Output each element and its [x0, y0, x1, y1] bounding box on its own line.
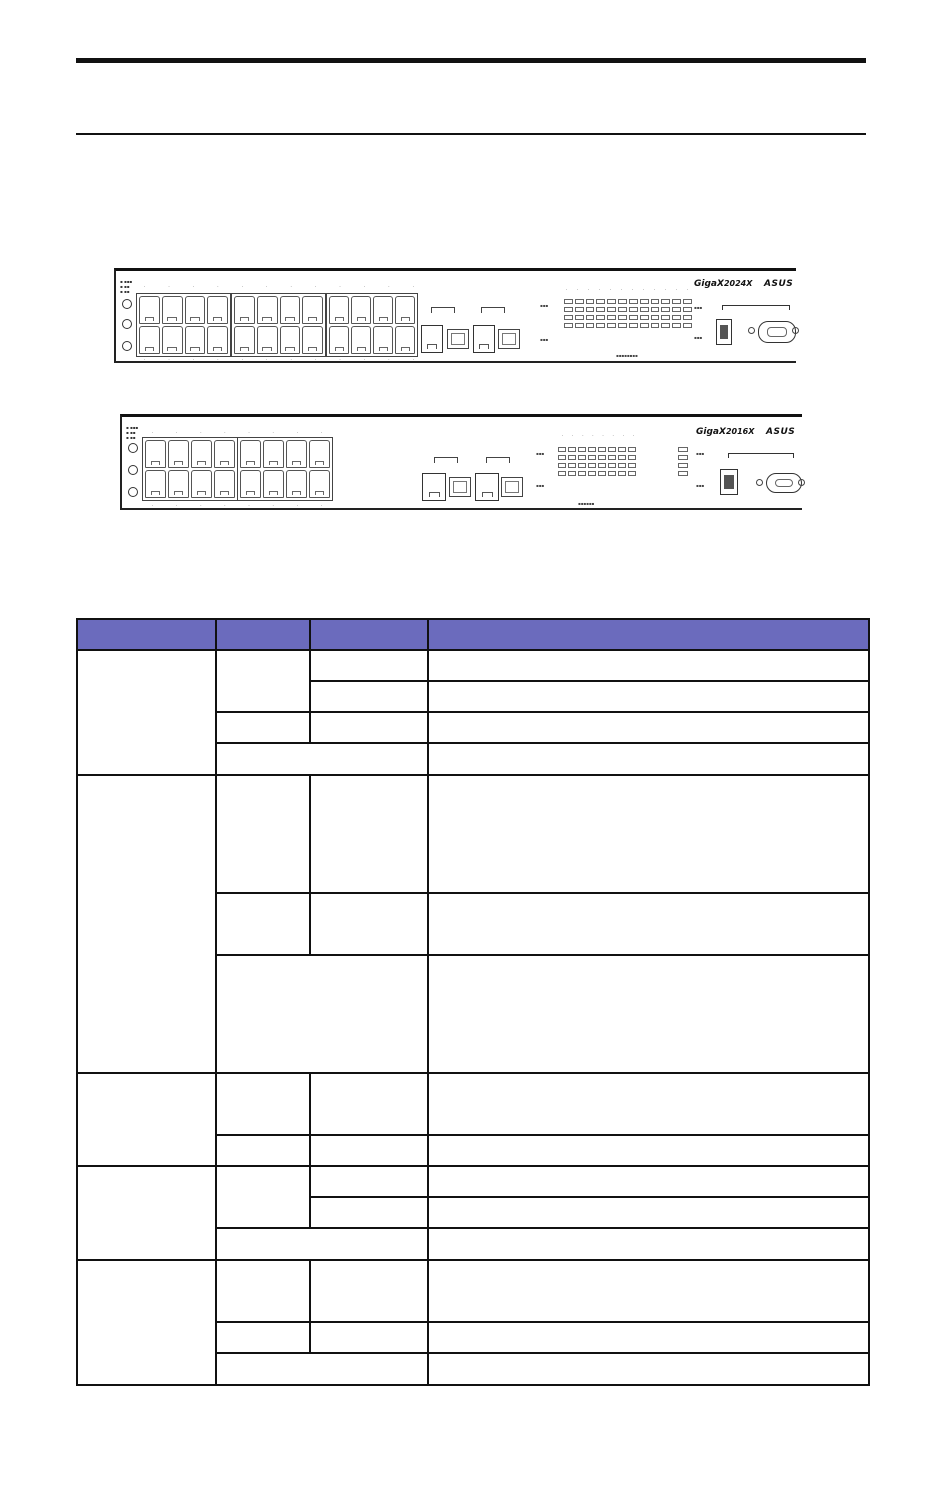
table-cell: [77, 650, 216, 775]
rj45-port-icon: [168, 440, 189, 468]
rj45-port-icon: [263, 470, 284, 498]
table-cell: [310, 1073, 428, 1135]
port-group-3: [326, 293, 418, 357]
section-rule: [76, 133, 866, 135]
port-number-row-bottom: · · · · · · · ·: [152, 503, 322, 508]
speed-caption: ▪▪▪▪▪▪: [578, 501, 595, 506]
table-cell: [428, 1197, 869, 1228]
front-panel-16-port: [120, 414, 802, 510]
port-led-matrix: [558, 447, 636, 477]
table-cell: [216, 650, 310, 712]
port-group-1: [142, 437, 238, 501]
rj45-port-icon: [162, 296, 183, 324]
port-number-row-top: · · · · · · · · · · · ·: [144, 284, 414, 289]
port-group-2: [231, 293, 326, 357]
port-led-matrix: [564, 299, 692, 329]
table-cell: [216, 712, 310, 743]
system-led-icon: [128, 465, 138, 475]
table-cell: [310, 650, 428, 681]
rj45-port-icon: [309, 470, 330, 498]
rj45-port-icon: [214, 470, 235, 498]
speed-label-right: ▪▪▪: [694, 335, 703, 340]
rj45-port-icon: [395, 326, 415, 354]
port-group-2: [237, 437, 333, 501]
sfp-slot-icon: [449, 477, 471, 497]
rs232-console-port-icon: [758, 321, 796, 343]
product-brand: GigaX2024X: [694, 279, 753, 289]
usb-console-port-icon: [720, 469, 738, 495]
sfp-slot-icon: [447, 329, 469, 349]
rj45-port-icon: [139, 326, 160, 354]
rj45-port-icon: [234, 326, 255, 354]
status-side-label: ▪▪▪: [536, 451, 545, 456]
rj45-port-icon: [302, 326, 323, 354]
table-cell: [216, 775, 310, 893]
usb-console-port-icon: [716, 319, 732, 345]
uplink-bracket-1: [434, 457, 458, 463]
table-cell: [216, 743, 428, 775]
system-led-labels: ▪ ▪▪▪ ▪ ▪▪ ▪ ▪▪: [120, 279, 133, 294]
duplex-side-label: ▪▪▪: [540, 337, 549, 342]
led-number-row: · · · · · · · ·: [562, 433, 634, 438]
rj45-port-icon: [309, 440, 330, 468]
rj45-port-icon: [214, 440, 235, 468]
uplink-led-column: [678, 447, 688, 477]
table-cell: [77, 775, 216, 1073]
fan-led-icon: [128, 487, 138, 497]
rj45-port-icon: [257, 326, 278, 354]
table-cell: [428, 743, 869, 775]
uplink-rj45-icon: [421, 325, 443, 353]
uplink-rj45-icon: [422, 473, 446, 501]
table-cell: [310, 1166, 428, 1197]
uplink-bracket-1: [431, 307, 455, 313]
table-cell: [216, 1353, 428, 1385]
sfp-slot-icon: [501, 477, 523, 497]
table-row: [77, 1166, 869, 1197]
table-cell: [428, 1260, 869, 1322]
rj45-port-icon: [351, 326, 371, 354]
table-cell: [216, 1135, 310, 1166]
rj45-port-icon: [280, 296, 301, 324]
rj45-port-icon: [329, 296, 349, 324]
table-cell: [216, 1166, 310, 1228]
table-cell: [310, 1260, 428, 1322]
table-cell: [428, 1322, 869, 1353]
rj45-port-icon: [207, 326, 228, 354]
rj45-port-icon: [162, 326, 183, 354]
table-cell: [428, 681, 869, 712]
table-cell: [310, 775, 428, 893]
status-side-label: ▪▪▪: [540, 303, 549, 308]
table-cell: [216, 1073, 310, 1135]
column-header: [310, 619, 428, 650]
console-bracket: [722, 305, 790, 310]
table-cell: [428, 893, 869, 955]
table-cell: [216, 1228, 428, 1260]
port-number-row-bottom: · · · · · · · · · · · ·: [144, 357, 414, 362]
vendor-logo: ASUS: [764, 279, 794, 289]
console-bracket: [728, 453, 794, 458]
status-label-right: ▪▪▪: [694, 305, 703, 310]
header-rule: [76, 58, 866, 63]
rj45-port-icon: [234, 296, 255, 324]
rj45-port-icon: [286, 440, 307, 468]
table-cell: [216, 955, 428, 1073]
rj45-port-icon: [351, 296, 371, 324]
rj45-port-icon: [286, 470, 307, 498]
rj45-port-icon: [168, 470, 189, 498]
table-cell: [428, 775, 869, 893]
uplink-bracket-2: [481, 307, 505, 313]
table-cell: [216, 893, 310, 955]
table-cell: [77, 1073, 216, 1166]
system-led-labels: ▪ ▪▪▪ ▪ ▪▪ ▪ ▪▪: [126, 425, 139, 440]
rj45-port-icon: [240, 470, 261, 498]
front-panel-24-port: [114, 268, 796, 363]
screw-icon: [792, 327, 799, 334]
rj45-port-icon: [329, 326, 349, 354]
table-row: [77, 775, 869, 893]
table-cell: [428, 1073, 869, 1135]
speed-caption: ▪▪▪▪▪▪▪▪: [616, 353, 638, 358]
table-row: [77, 1260, 869, 1322]
rj45-port-icon: [145, 470, 166, 498]
power-led-icon: [128, 443, 138, 453]
vendor-logo: ASUS: [766, 427, 796, 437]
table-row: [77, 650, 869, 681]
system-led-icon: [122, 319, 132, 329]
table-cell: [428, 955, 869, 1073]
table-cell: [310, 681, 428, 712]
uplink-rj45-icon: [473, 325, 495, 353]
speed-label-right: ▪▪▪: [696, 483, 705, 488]
table-cell: [310, 1322, 428, 1353]
rj45-port-icon: [263, 440, 284, 468]
table-cell: [310, 1135, 428, 1166]
rj45-port-icon: [395, 296, 415, 324]
table-cell: [428, 712, 869, 743]
column-header: [77, 619, 216, 650]
rj45-port-icon: [191, 440, 212, 468]
table-cell: [77, 1260, 216, 1385]
rj45-port-icon: [191, 470, 212, 498]
table-cell: [428, 1135, 869, 1166]
rj45-port-icon: [145, 440, 166, 468]
product-brand: GigaX2016X: [696, 427, 755, 437]
rj45-port-icon: [185, 296, 206, 324]
rj45-port-icon: [207, 296, 228, 324]
screw-icon: [798, 479, 805, 486]
led-number-row: · · · · · · · · · · · ·: [566, 287, 688, 292]
rj45-port-icon: [139, 296, 160, 324]
rj45-port-icon: [302, 296, 323, 324]
sfp-slot-icon: [498, 329, 520, 349]
table-row: [77, 1073, 869, 1135]
table-cell: [216, 1322, 310, 1353]
led-specification-table: [76, 618, 870, 1386]
screw-icon: [756, 479, 763, 486]
table-header-row: [77, 619, 869, 650]
table-cell: [310, 1197, 428, 1228]
table-cell: [216, 1260, 310, 1322]
table-cell: [310, 712, 428, 743]
duplex-side-label: ▪▪▪: [536, 483, 545, 488]
rj45-port-icon: [280, 326, 301, 354]
table-cell: [428, 1166, 869, 1197]
table-cell: [428, 650, 869, 681]
rj45-port-icon: [240, 440, 261, 468]
table-cell: [310, 893, 428, 955]
column-header: [428, 619, 869, 650]
uplink-bracket-2: [486, 457, 510, 463]
rj45-port-icon: [257, 296, 278, 324]
column-header: [216, 619, 310, 650]
status-label-right: ▪▪▪: [696, 451, 705, 456]
table-cell: [77, 1166, 216, 1260]
fan-led-icon: [122, 341, 132, 351]
rj45-port-icon: [373, 326, 393, 354]
port-number-row-top: · · · · · · · ·: [152, 430, 322, 435]
screw-icon: [748, 327, 755, 334]
power-led-icon: [122, 299, 132, 309]
rj45-port-icon: [373, 296, 393, 324]
rs232-console-port-icon: [766, 473, 802, 493]
uplink-rj45-icon: [475, 473, 499, 501]
table-cell: [428, 1353, 869, 1385]
port-group-1: [136, 293, 231, 357]
rj45-port-icon: [185, 326, 206, 354]
table-cell: [428, 1228, 869, 1260]
